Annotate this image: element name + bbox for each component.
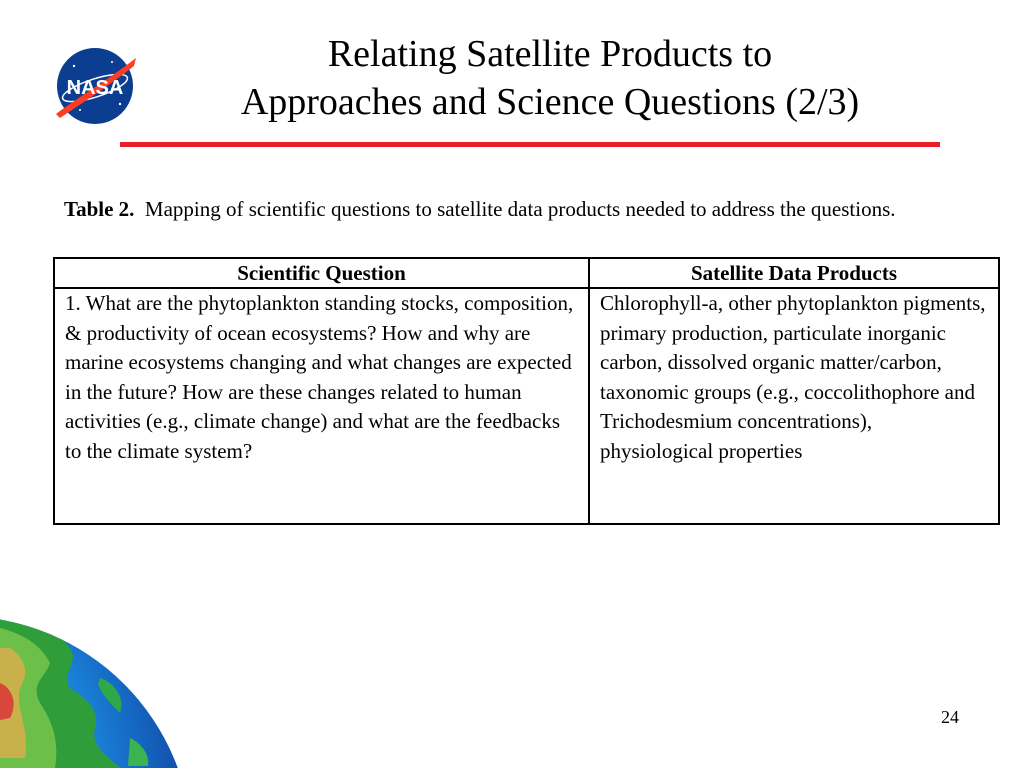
cell-scientific-question: 1. What are the phytoplankton standing stocks, composition, & productivity of ocean ecosystems? How and why are marine ecosystems changing and what changes are expected in the future? How are these changes related to human activities (e.g., climate change) and what are the feedbacks to the climate system?: [54, 288, 589, 524]
slide-title-line-2: Approaches and Science Questions (2/3): [240, 81, 860, 123]
slide-title-line-1: Relating Satellite Products to: [327, 33, 773, 75]
table-header-row: [54, 258, 999, 288]
table-caption-text: Mapping of scientific questions to satellite data products needed to address the questions.: [144, 197, 896, 221]
table-caption-label: Table 2.: [64, 197, 135, 221]
earth-globe-image: [0, 588, 190, 768]
nasa-logo: [50, 44, 140, 128]
cell-satellite-data-products: Chlorophyll-a, other phytoplankton pigments, primary production, particulate inorganic carbon, dissolved organic matter/carbon, taxonomic groups (e.g., coccolithophore and Trichodesmium concentrations), physiological properties: [589, 288, 999, 524]
title-divider: [120, 142, 940, 147]
mapping-table: [53, 257, 1000, 525]
table-row: [54, 288, 999, 524]
slide-title: [150, 30, 950, 126]
nasa-meatball-icon: [50, 44, 140, 128]
header-scientific-question: Scientific Question: [54, 258, 589, 288]
page-number: 24: [941, 707, 959, 727]
table-caption: [64, 194, 994, 224]
nasa-logo-text: NASA: [66, 77, 124, 99]
header-satellite-data-products: Satellite Data Products: [589, 258, 999, 288]
globe-icon: [0, 588, 190, 768]
